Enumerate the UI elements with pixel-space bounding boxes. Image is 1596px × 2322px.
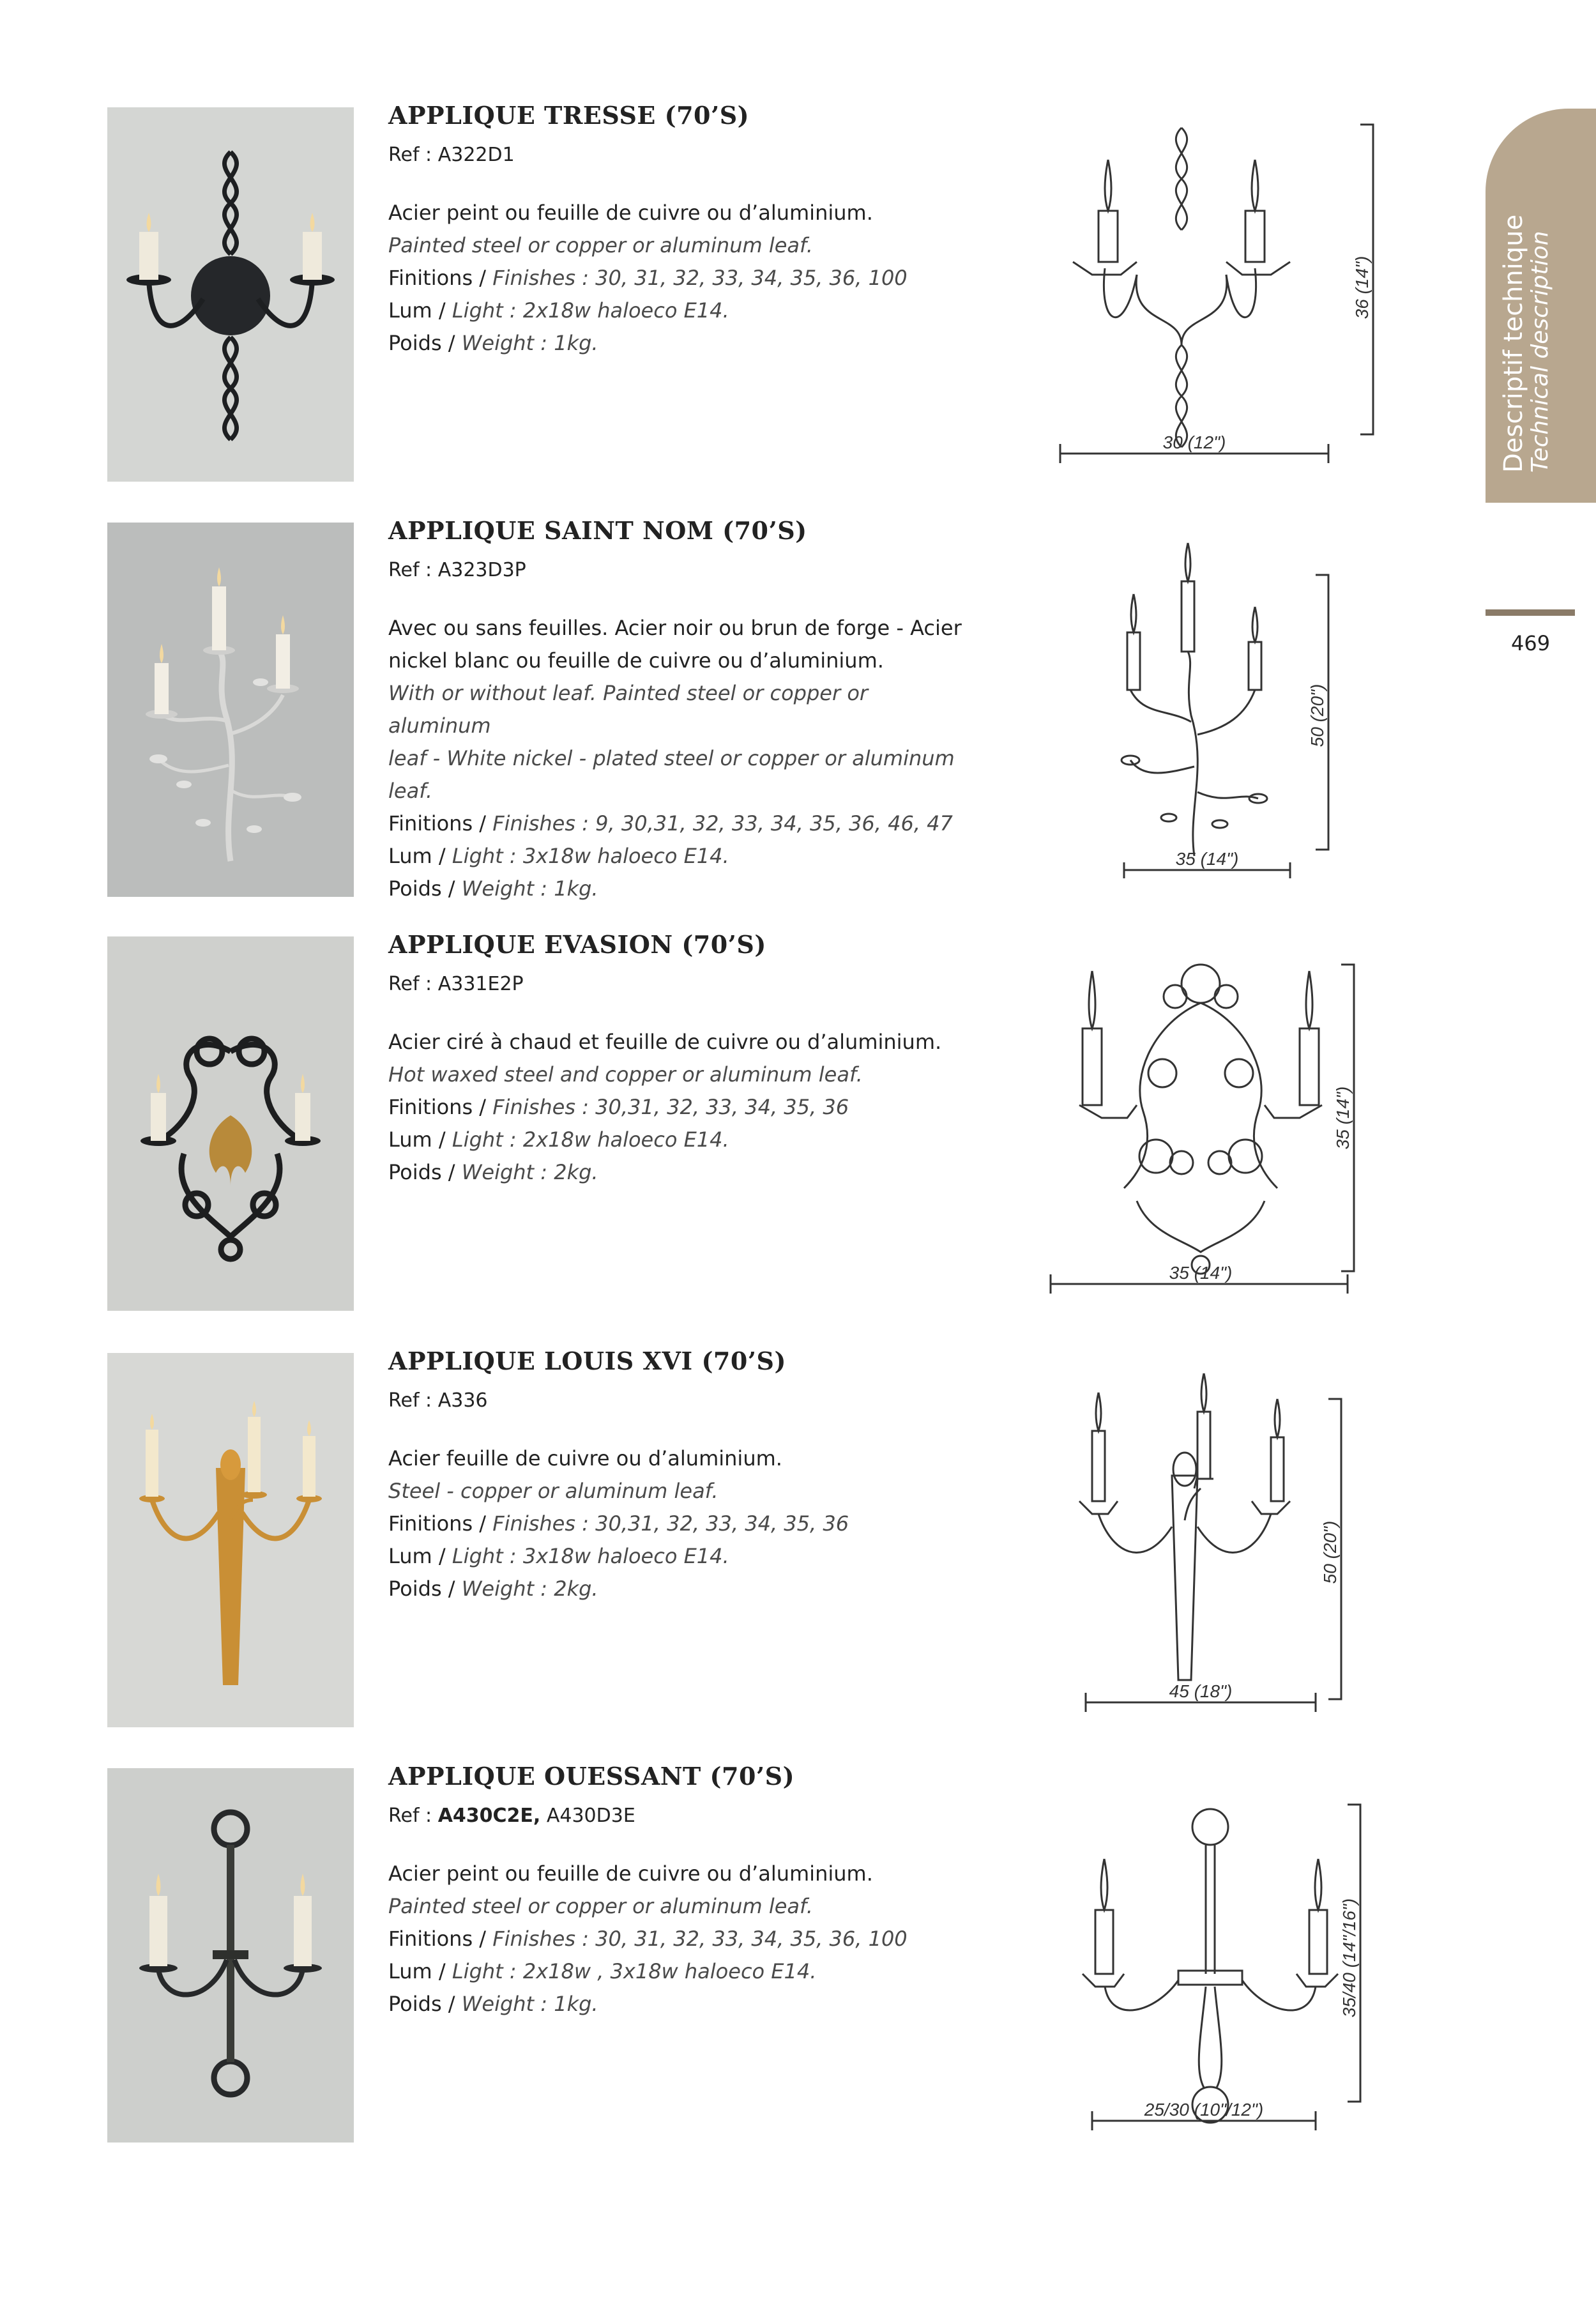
height-dimension: 36 (14")	[1352, 256, 1372, 319]
technical-drawing-saint-nom	[1035, 524, 1437, 907]
product-title: APPLIQUE EVASION (70’S)	[388, 930, 766, 959]
page-number: 469	[1511, 631, 1551, 655]
product-info-ouessant	[388, 1762, 976, 2020]
louis-xvi-lamp-image	[107, 1353, 354, 1727]
product-title: APPLIQUE LOUIS XVI (70’S)	[388, 1347, 786, 1375]
height-dimension: 50 (20")	[1320, 1520, 1340, 1584]
height-dimension: 50 (20")	[1307, 684, 1327, 747]
width-dimension: 35 (14")	[1169, 1263, 1233, 1283]
product-description: Avec ou sans feuilles. Acier noir ou brun de forge - Acier nickel blanc ou feuille de cuivre ou d’aluminium. With or without leaf. Painted steel or copper or aluminum leaf - White nickel - plated steel or copper or aluminum leaf. Finitions / Finishes : 9, 30,31, 32, 33, 34, 35, 36, 46, 47 Lum / Light : 3x18w haloeco E14. Poids / Weight : 1kg.	[388, 616, 962, 901]
section-title-fr: Descriptif technique	[1499, 214, 1528, 473]
product-description: Acier peint ou feuille de cuivre ou d’aluminium. Painted steel or copper or aluminum leaf. Finitions / Finishes : 30, 31, 32, 33, 34, 35, 36, 100 Lum / Light : 2x18w haloeco E14. Poids / Weight : 1kg.	[388, 201, 908, 355]
product-info-louis-xvi	[388, 1347, 976, 1605]
product-ref: Ref : A322D1	[388, 144, 515, 166]
product-description: Acier feuille de cuivre ou d’aluminium. Steel - copper or aluminum leaf. Finitions / Finishes : 30,31, 32, 33, 34, 35, 36 Lum / Light : 3x18w haloeco E14. Poids / Weight : 2kg.	[388, 1446, 849, 1601]
product-photo-tresse	[107, 107, 354, 482]
page-number-bar	[1486, 609, 1575, 616]
product-description: Acier peint ou feuille de cuivre ou d’aluminium. Painted steel or copper or aluminum leaf. Finitions / Finishes : 30, 31, 32, 33, 34, 35, 36, 100 Lum / Light : 2x18w , 3x18w haloeco E14. Poids / Weight : 1kg.	[388, 1861, 908, 2016]
width-dimension: 35 (14")	[1175, 849, 1239, 869]
product-ref: Ref : A323D3P	[388, 559, 526, 581]
width-dimension: 30 (12")	[1162, 432, 1226, 452]
technical-drawing-tresse	[1035, 115, 1437, 498]
product-title: APPLIQUE TRESSE (70’S)	[388, 101, 750, 130]
product-title: APPLIQUE SAINT NOM (70’S)	[388, 516, 807, 545]
product-photo-louis-xvi	[107, 1353, 354, 1727]
product-photo-ouessant	[107, 1768, 354, 2143]
product-info-evasion	[388, 930, 976, 1189]
product-title: APPLIQUE OUESSANT (70’S)	[388, 1762, 795, 1791]
product-photo-saint-nom	[107, 523, 354, 897]
width-dimension: 25/30 (10"/12")	[1144, 2100, 1264, 2120]
evasion-lamp-image	[107, 936, 354, 1311]
saint-nom-lamp-image	[107, 523, 354, 897]
product-ref: Ref : A331E2P	[388, 973, 524, 995]
section-tab-text	[1500, 215, 1553, 473]
width-dimension: 45 (18")	[1169, 1681, 1233, 1701]
product-ref: Ref : A430C2E, A430D3E	[388, 1805, 635, 1827]
height-dimension: 35/40 (14"/16")	[1339, 1898, 1359, 2018]
product-ref: Ref : A336	[388, 1389, 488, 1412]
ouessant-lamp-image	[107, 1768, 354, 2143]
height-dimension: 35 (14")	[1333, 1086, 1353, 1150]
section-title-en: Technical description	[1527, 231, 1553, 473]
product-info-saint-nom	[388, 516, 976, 905]
tresse-lamp-image	[107, 107, 354, 482]
technical-drawing-louis-xvi	[1035, 1361, 1437, 1744]
technical-drawing-evasion	[1035, 945, 1437, 1329]
product-description: Acier ciré à chaud et feuille de cuivre ou d’aluminium. Hot waxed steel and copper or aluminum leaf. Finitions / Finishes : 30,31, 32, 33, 34, 35, 36 Lum / Light : 2x18w haloeco E14. Poids / Weight : 2kg.	[388, 1030, 942, 1184]
technical-drawing-ouessant	[1035, 1782, 1437, 2165]
product-info-tresse	[388, 101, 976, 360]
product-photo-evasion	[107, 936, 354, 1311]
